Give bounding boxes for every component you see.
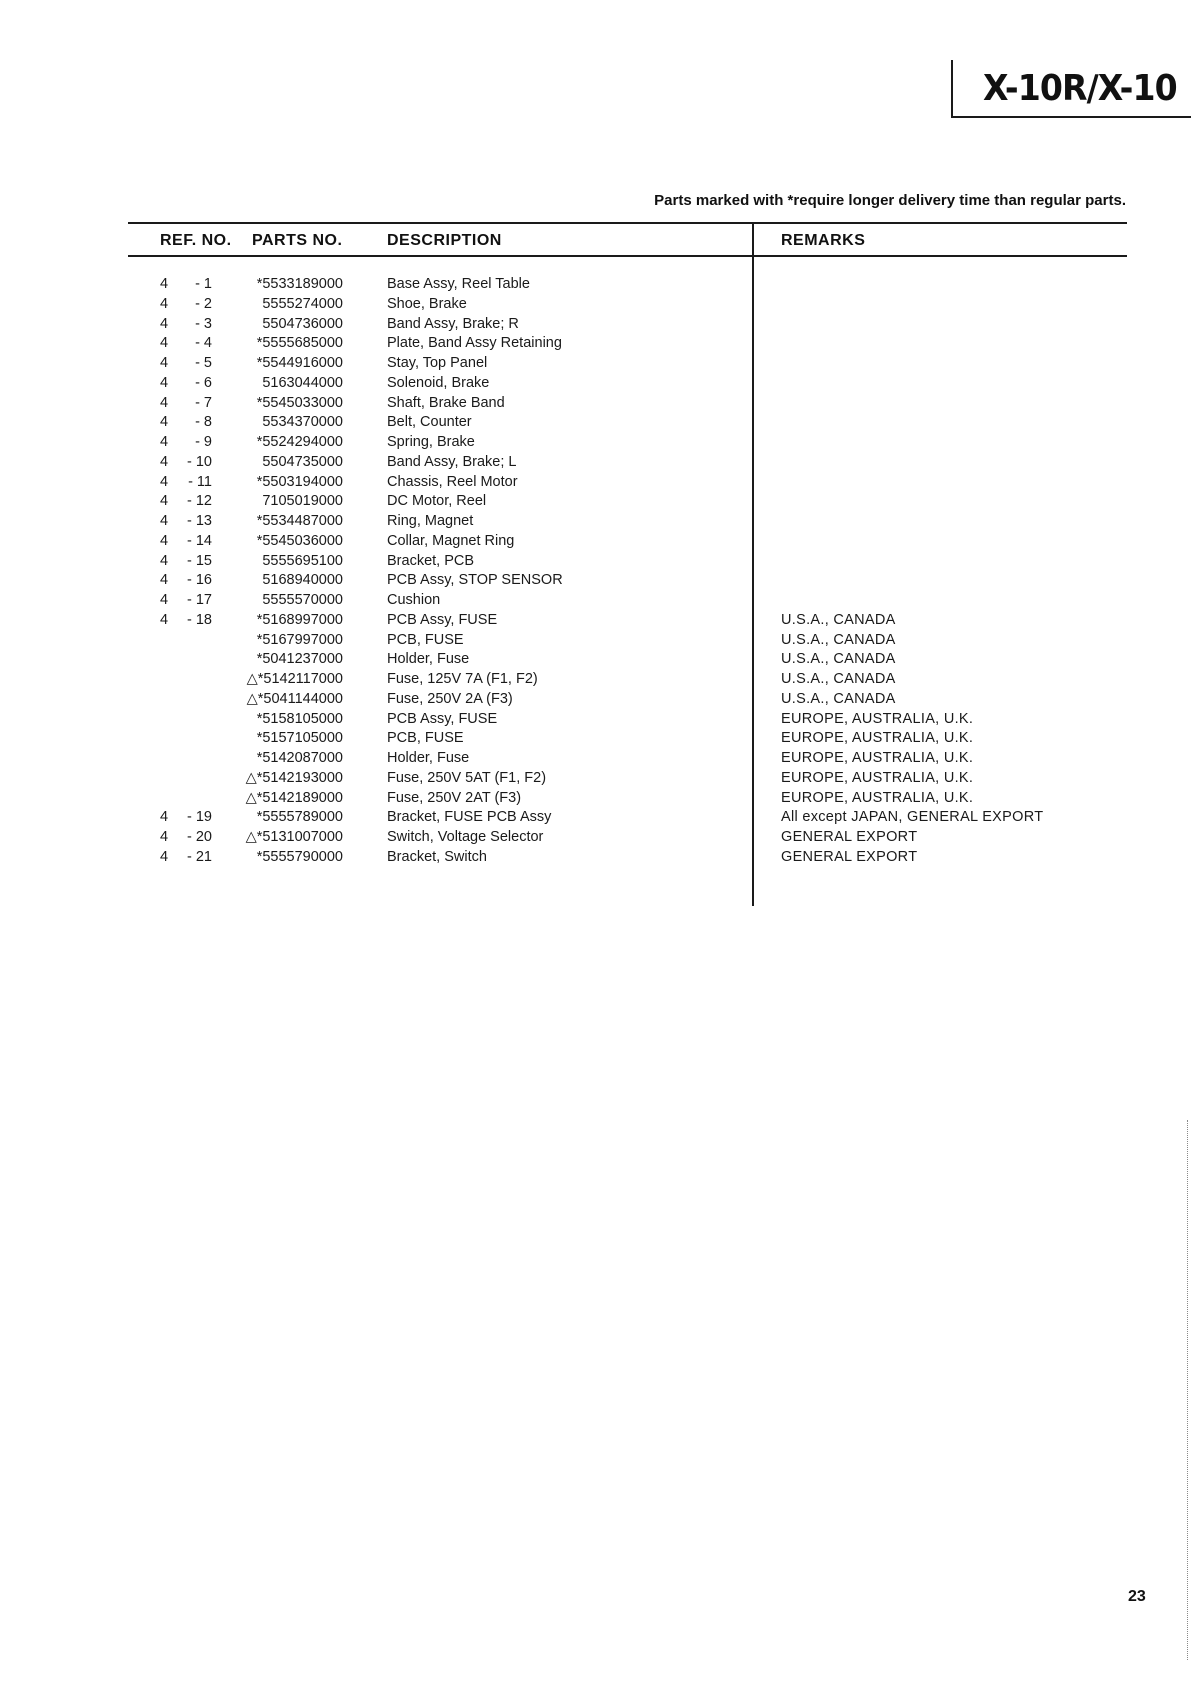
description: Band Assy, Brake; R [387, 315, 519, 332]
parts-table-body [0, 275, 1191, 868]
table-row [0, 413, 1191, 433]
parts-no: *5168997000 [256, 611, 343, 628]
description: Holder, Fuse [387, 750, 470, 766]
remarks: U.S.A., CANADA [781, 690, 896, 707]
parts-no: *5555685000 [256, 335, 343, 352]
table-row [0, 828, 1191, 848]
description: Solenoid, Brake [387, 374, 490, 391]
parts-no: *5041237000 [256, 651, 343, 668]
description: Fuse, 125V 7A (F1, F2) [387, 671, 538, 687]
ref-no-suffix: - 12 [187, 493, 212, 510]
description: Fuse, 250V 2AT (F3) [387, 789, 522, 806]
model-title-box [951, 60, 1191, 118]
column-header-parts-no: PARTS NO. [252, 232, 343, 249]
parts-no: △*5131007000 [245, 829, 343, 845]
description: Bracket, PCB [387, 552, 475, 569]
description: Holder, Fuse [387, 651, 470, 668]
ref-no-prefix: 4 [160, 434, 169, 450]
table-row [0, 512, 1191, 532]
parts-no: △*5142117000 [246, 671, 343, 687]
table-top-rule [128, 222, 1127, 224]
parts-no: *5157105000 [256, 730, 343, 747]
ref-no-suffix: - 16 [187, 572, 212, 589]
table-row [0, 433, 1191, 453]
column-header-description: DESCRIPTION [387, 232, 502, 249]
ref-no-suffix: - 9 [195, 434, 212, 450]
parts-no: 5534370000 [262, 414, 343, 431]
ref-no-prefix: 4 [160, 592, 169, 608]
parts-no: *5555789000 [256, 809, 343, 826]
remarks: EUROPE, AUSTRALIA, U.K. [781, 789, 974, 806]
delivery-note: Parts marked with *require longer delivery time than regular parts. [654, 192, 1126, 209]
description: Bracket, FUSE PCB Assy [387, 809, 552, 826]
table-row [0, 374, 1191, 394]
ref-no-prefix: 4 [160, 315, 169, 332]
remarks: EUROPE, AUSTRALIA, U.K. [781, 710, 974, 727]
description: PCB, FUSE [387, 730, 464, 747]
description: Shoe, Brake [387, 295, 467, 312]
parts-no: *5555790000 [256, 848, 343, 865]
ref-no-prefix: 4 [160, 414, 169, 431]
ref-no-prefix: 4 [160, 335, 169, 352]
ref-no-suffix: - 13 [187, 513, 212, 529]
description: Plate, Band Assy Retaining [387, 335, 562, 352]
table-row [0, 650, 1191, 670]
table-row [0, 591, 1191, 611]
remarks: U.S.A., CANADA [781, 651, 896, 668]
description: DC Motor, Reel [387, 493, 487, 510]
ref-no-prefix: 4 [160, 572, 169, 589]
description: PCB Assy, FUSE [387, 611, 498, 628]
table-row [0, 354, 1191, 374]
table-row [0, 453, 1191, 473]
parts-no: *5142087000 [256, 750, 343, 766]
parts-no: 5555695100 [262, 552, 343, 569]
parts-no: *5524294000 [256, 434, 343, 450]
ref-no-suffix: - 2 [195, 295, 212, 312]
remarks: U.S.A., CANADA [781, 611, 896, 628]
table-row [0, 729, 1191, 749]
parts-no: *5544916000 [256, 355, 343, 371]
description: Switch, Voltage Selector [387, 829, 544, 845]
remarks: U.S.A., CANADA [781, 631, 896, 648]
table-row [0, 769, 1191, 789]
remarks: EUROPE, AUSTRALIA, U.K. [781, 750, 974, 766]
parts-no: 5504735000 [262, 453, 343, 470]
description: Fuse, 250V 2A (F3) [387, 690, 513, 707]
ref-no-prefix: 4 [160, 809, 169, 826]
description: Bracket, Switch [387, 848, 487, 865]
ref-no-suffix: - 8 [195, 414, 212, 431]
ref-no-suffix: - 21 [187, 848, 212, 865]
parts-no: △*5041144000 [246, 690, 343, 707]
ref-no-prefix: 4 [160, 355, 169, 371]
table-row [0, 848, 1191, 868]
parts-no: *5534487000 [256, 513, 343, 529]
parts-no: 5555570000 [262, 592, 343, 608]
description: Stay, Top Panel [387, 355, 488, 371]
table-row [0, 710, 1191, 730]
ref-no-prefix: 4 [160, 394, 169, 411]
parts-no: *5545036000 [256, 532, 343, 549]
table-row [0, 532, 1191, 552]
table-row [0, 571, 1191, 591]
table-row [0, 690, 1191, 710]
description: Spring, Brake [387, 434, 475, 450]
parts-no: 7105019000 [262, 493, 343, 510]
column-header-remarks: REMARKS [781, 232, 866, 249]
remarks: U.S.A., CANADA [781, 671, 896, 687]
parts-no: 5555274000 [262, 295, 343, 312]
ref-no-suffix: - 14 [187, 532, 212, 549]
table-row [0, 789, 1191, 809]
table-row [0, 275, 1191, 295]
table-row [0, 334, 1191, 354]
table-row [0, 631, 1191, 651]
description: Cushion [387, 592, 441, 608]
remarks: EUROPE, AUSTRALIA, U.K. [781, 730, 974, 747]
parts-no: *5545033000 [256, 394, 343, 411]
table-row [0, 670, 1191, 690]
table-header-rule [128, 255, 1127, 257]
parts-no: *5167997000 [256, 631, 343, 648]
table-row [0, 473, 1191, 493]
table-row [0, 808, 1191, 828]
parts-no: *5533189000 [256, 276, 343, 292]
parts-no: △*5142193000 [245, 769, 343, 786]
ref-no-suffix: - 18 [187, 611, 212, 628]
description: PCB Assy, STOP SENSOR [387, 572, 563, 589]
description: Belt, Counter [387, 414, 472, 431]
ref-no-suffix: - 19 [187, 809, 212, 826]
page-number: 23 [1128, 1588, 1146, 1605]
ref-no-suffix: - 11 [188, 473, 212, 490]
ref-no-prefix: 4 [160, 513, 169, 529]
description: Chassis, Reel Motor [387, 473, 518, 490]
ref-no-suffix: - 10 [187, 453, 212, 470]
description: Base Assy, Reel Table [387, 276, 530, 292]
ref-no-prefix: 4 [160, 848, 169, 865]
table-row [0, 552, 1191, 572]
table-row [0, 492, 1191, 512]
ref-no-prefix: 4 [160, 611, 169, 628]
table-row [0, 749, 1191, 769]
table-row [0, 315, 1191, 335]
ref-no-suffix: - 17 [187, 592, 212, 608]
description: Collar, Magnet Ring [387, 532, 515, 549]
description: PCB, FUSE [387, 631, 464, 648]
ref-no-suffix: - 4 [195, 335, 212, 352]
ref-no-prefix: 4 [160, 493, 169, 510]
ref-no-prefix: 4 [160, 829, 169, 845]
ref-no-suffix: - 3 [195, 315, 212, 332]
description: PCB Assy, FUSE [387, 710, 498, 727]
table-row [0, 394, 1191, 414]
ref-no-prefix: 4 [160, 532, 169, 549]
description: Fuse, 250V 5AT (F1, F2) [387, 769, 547, 786]
ref-no-prefix: 4 [160, 453, 169, 470]
ref-no-prefix: 4 [160, 473, 169, 490]
table-row [0, 295, 1191, 315]
ref-no-prefix: 4 [160, 295, 169, 312]
remarks: GENERAL EXPORT [781, 848, 918, 865]
parts-no: 5168940000 [262, 572, 343, 589]
parts-no: 5163044000 [262, 374, 343, 391]
parts-no: 5504736000 [262, 315, 343, 332]
ref-no-suffix: - 6 [195, 374, 212, 391]
ref-no-suffix: - 15 [187, 552, 212, 569]
description: Ring, Magnet [387, 513, 474, 529]
model-title: X-10R/X-10 [983, 68, 1177, 109]
ref-no-suffix: - 1 [195, 276, 212, 292]
ref-no-prefix: 4 [160, 276, 169, 292]
ref-no-suffix: - 20 [187, 829, 212, 845]
remarks: All except JAPAN, GENERAL EXPORT [781, 809, 1044, 826]
column-header-ref-no: REF. NO. [160, 232, 232, 249]
description: Shaft, Brake Band [387, 394, 505, 411]
ref-no-suffix: - 7 [195, 394, 212, 411]
ref-no-suffix: - 5 [195, 355, 212, 371]
ref-no-prefix: 4 [160, 552, 169, 569]
remarks: GENERAL EXPORT [781, 829, 918, 845]
scan-edge-marks [1187, 1120, 1188, 1660]
remarks: EUROPE, AUSTRALIA, U.K. [781, 769, 974, 786]
parts-no: *5503194000 [256, 473, 343, 490]
description: Band Assy, Brake; L [387, 453, 517, 470]
parts-no: *5158105000 [256, 710, 343, 727]
table-row [0, 611, 1191, 631]
ref-no-prefix: 4 [160, 374, 169, 391]
parts-no: △*5142189000 [245, 789, 343, 806]
